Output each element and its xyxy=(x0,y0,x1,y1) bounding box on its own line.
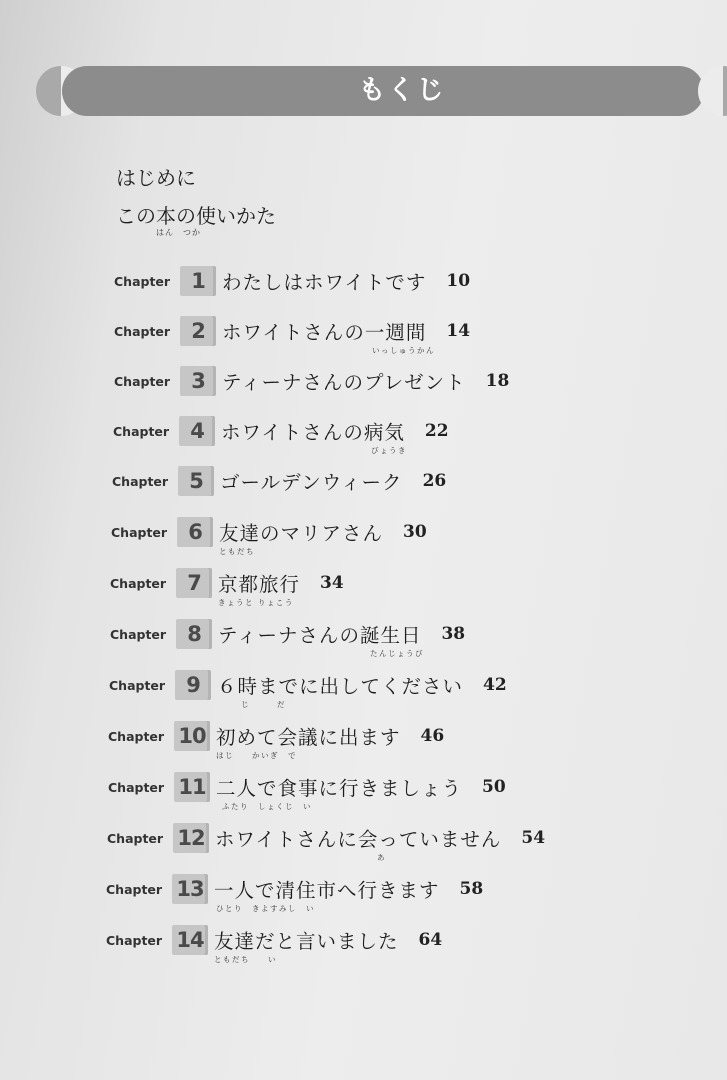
chapter-title: 友達のマリアさん ともだち xyxy=(219,522,384,556)
toc-row-11[interactable] xyxy=(108,769,506,811)
chapter-ruby: じ だ xyxy=(241,700,286,709)
chapter-label: Chapter xyxy=(113,423,170,439)
chapter-ruby: きょうと りょこう xyxy=(218,598,294,607)
chapter-label: Chapter xyxy=(108,779,165,795)
toc-row-10[interactable] xyxy=(108,718,445,760)
chapter-page: 38 xyxy=(441,624,466,644)
chapter-page: 46 xyxy=(420,726,445,746)
chapter-number: 2 xyxy=(180,316,216,346)
chapter-title: ティーナさんのプレゼント xyxy=(222,371,466,394)
chapter-ruby: びょうき xyxy=(371,446,407,455)
chapter-page: 58 xyxy=(459,879,484,899)
chapter-page: 10 xyxy=(446,271,471,291)
intro-link-hajimeni[interactable]: はじめに xyxy=(116,166,196,190)
chapter-number: 7 xyxy=(176,568,212,598)
chapter-label: Chapter xyxy=(114,373,171,389)
chapter-title: 二人で食事に行きましょう ふたり しょくじ い xyxy=(216,777,463,811)
chapter-number: 10 xyxy=(174,721,210,751)
chapter-title: 京都旅行 きょうと りょこう xyxy=(218,573,301,607)
chapter-ruby: ふたり しょくじ い xyxy=(222,802,312,811)
toc-row-9[interactable] xyxy=(109,667,507,709)
toc-row-6[interactable] xyxy=(111,514,427,556)
chapter-label: Chapter xyxy=(107,830,164,846)
toc-row-4[interactable] xyxy=(113,413,449,455)
chapter-number: 14 xyxy=(172,925,208,955)
chapter-label: Chapter xyxy=(112,473,169,489)
intro-ruby: はん つか xyxy=(156,228,201,237)
chapter-number: 6 xyxy=(177,517,213,547)
chapter-number: 4 xyxy=(179,416,215,446)
chapter-page: 54 xyxy=(521,828,546,848)
chapter-number: 3 xyxy=(180,366,216,396)
chapter-label: Chapter xyxy=(106,881,163,897)
chapter-ruby: ともだち xyxy=(219,547,255,556)
chapter-page: 22 xyxy=(424,421,449,441)
chapter-title: ティーナさんの誕生日 たんじょうび xyxy=(218,624,424,658)
chapter-page: 42 xyxy=(483,675,507,695)
chapter-ruby: はじ かいぎ で xyxy=(216,751,297,760)
chapter-number: 1 xyxy=(180,266,216,296)
toc-row-5[interactable] xyxy=(112,463,446,499)
chapter-number: 9 xyxy=(175,670,211,700)
toc-row-8[interactable] xyxy=(110,616,466,658)
chapter-ruby: いっしゅうかん xyxy=(372,346,435,355)
chapter-page: 30 xyxy=(403,522,427,542)
chapter-title: 友達だと言いました ともだち い xyxy=(214,930,399,964)
toc-row-3[interactable] xyxy=(114,363,509,399)
intro-link-how-to-use[interactable]: この本の使いかた xyxy=(116,204,276,228)
toc-row-2[interactable] xyxy=(114,313,471,355)
chapter-title: 一人で清住市へ行きます ひとり きよすみし い xyxy=(214,879,440,913)
chapter-title: ゴールデンウィーク xyxy=(220,471,403,494)
chapter-title: ６時までに出してください じ だ xyxy=(217,675,464,709)
chapter-title: わたしはホワイトです xyxy=(222,271,427,294)
chapter-label: Chapter xyxy=(109,677,166,693)
chapter-page: 50 xyxy=(482,777,506,797)
toc-row-12[interactable] xyxy=(107,820,546,862)
toc-row-7[interactable] xyxy=(110,565,344,607)
chapter-title: ホワイトさんの病気 びょうき xyxy=(221,421,407,455)
chapter-page: 34 xyxy=(320,573,344,593)
chapter-number: 12 xyxy=(173,823,209,853)
chapter-ruby: たんじょうび xyxy=(370,649,424,658)
page-title: もくじ xyxy=(358,75,446,106)
chapter-title: 初めて会議に出ます はじ かいぎ で xyxy=(216,726,401,760)
chapter-page: 18 xyxy=(485,371,510,391)
chapter-number: 13 xyxy=(172,874,208,904)
chapter-ruby: あ xyxy=(377,853,386,862)
chapter-title: ホワイトさんの一週間 いっしゅうかん xyxy=(222,321,435,355)
chapter-label: Chapter xyxy=(110,575,167,591)
toc-row-13[interactable] xyxy=(106,871,484,913)
chapter-number: 11 xyxy=(174,772,210,802)
toc-row-1[interactable] xyxy=(114,263,470,299)
chapter-page: 26 xyxy=(422,471,447,491)
chapter-label: Chapter xyxy=(114,323,171,339)
chapter-label: Chapter xyxy=(110,626,167,642)
chapter-ruby: ひとり きよすみし い xyxy=(216,904,315,913)
chapter-label: Chapter xyxy=(106,932,163,948)
chapter-title: ホワイトさんに会っていません あ xyxy=(215,828,502,862)
chapter-number: 8 xyxy=(176,619,212,649)
chapter-number: 5 xyxy=(178,466,214,496)
chapter-ruby: ともだち い xyxy=(214,955,277,964)
toc-row-14[interactable] xyxy=(106,922,443,964)
chapter-label: Chapter xyxy=(111,524,168,540)
chapter-label: Chapter xyxy=(108,728,165,744)
chapter-label: Chapter xyxy=(114,273,171,289)
chapter-page: 14 xyxy=(446,321,471,341)
chapter-page: 64 xyxy=(418,930,443,950)
